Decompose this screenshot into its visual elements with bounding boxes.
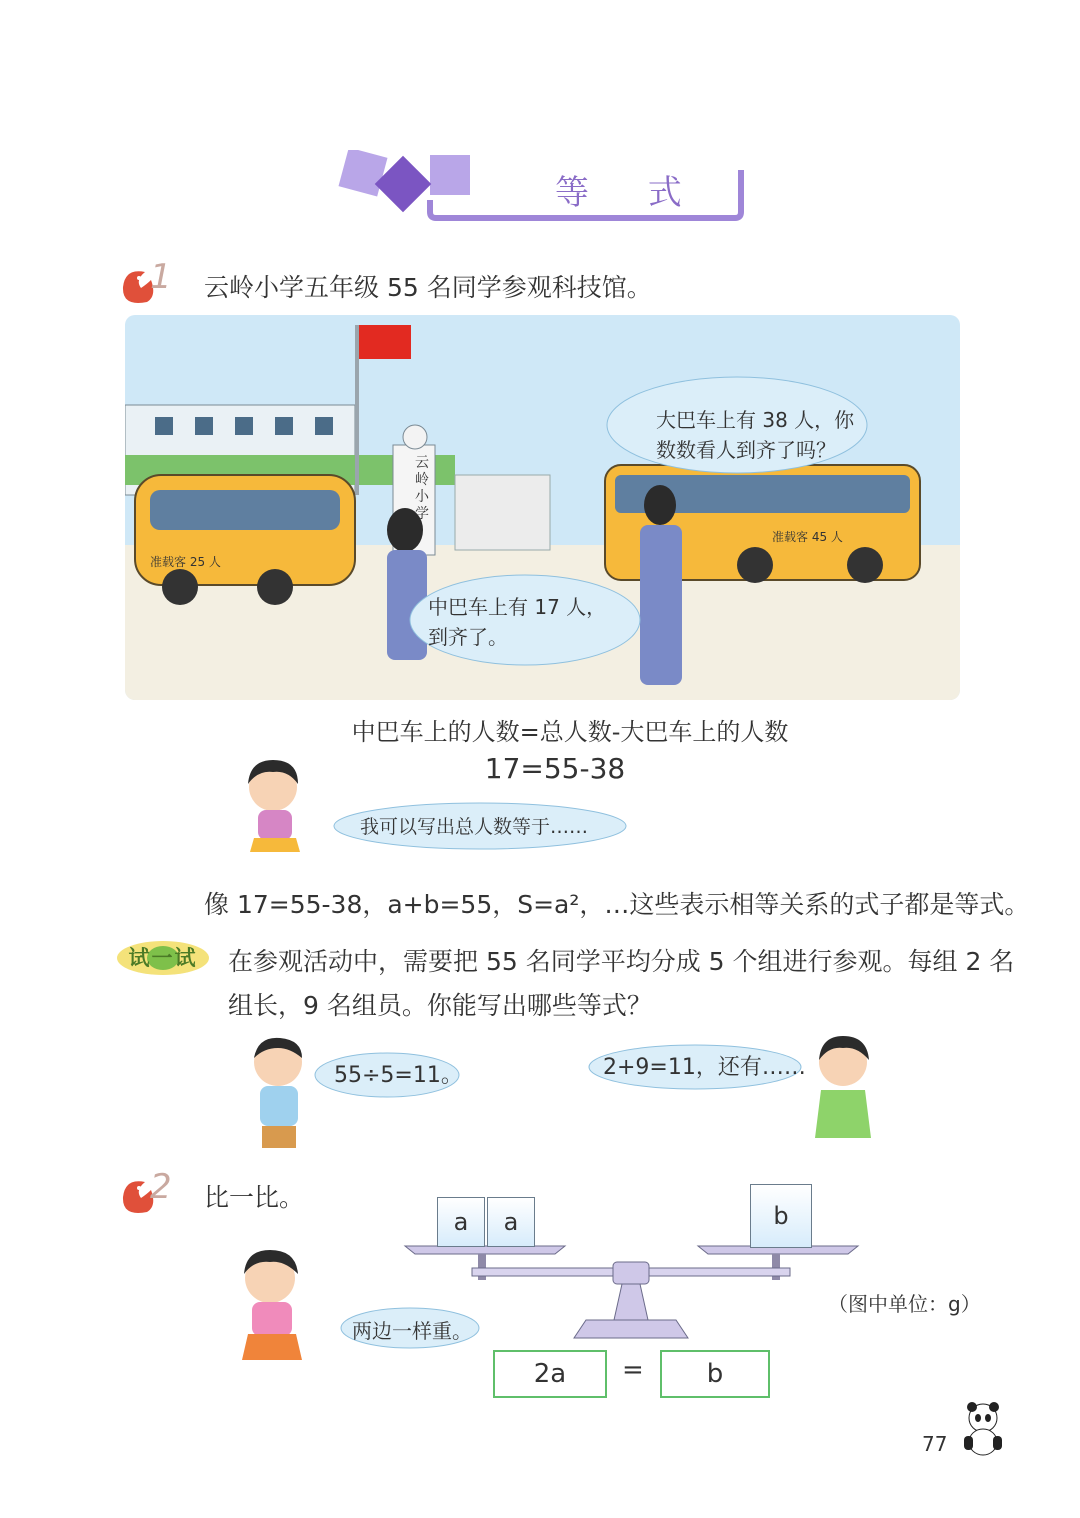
woman-bubble-line1: 中巴车上有 17 人， <box>428 595 607 619</box>
equation-definition: 像 17=55-38，a+b=55，S=a²，…这些表示相等关系的式子都是等式。 <box>204 890 1030 919</box>
equation-box-right: b <box>660 1350 770 1398</box>
weight-a-1: a <box>437 1197 485 1247</box>
word-equation: 中巴车上的人数=总人数-大巴车上的人数 <box>351 718 789 746</box>
girl-bubble-text: 我可以写出总人数等于…… <box>360 816 589 838</box>
small-bus-capacity-label: 准载客 25 人 <box>150 555 221 569</box>
girl3-bubble-text: 两边一样重。 <box>352 1319 472 1343</box>
school-sign-text: 云岭小学 <box>415 455 429 522</box>
example2-text: 比一比。 <box>204 1183 305 1212</box>
weight-a-2: a <box>487 1197 535 1247</box>
try-it-text: 在参观活动中，需要把 55 名同学平均分成 5 个组进行参观。每组 2 名组长，9 名组员。你能写出哪些等式？ <box>228 947 1015 1020</box>
example2-number: 2 <box>150 1167 172 1207</box>
numeric-equation: 17=55-38 <box>484 752 626 785</box>
equals-sign: = <box>622 1355 644 1385</box>
example-number: 1 <box>150 257 172 297</box>
girl2-illustration <box>795 1030 890 1145</box>
man-bubble-line2: 数数看人到齐了吗？ <box>656 438 836 462</box>
big-bus-capacity-label: 准载客 45 人 <box>772 530 843 544</box>
man-bubble-line1: 大巴车上有 38 人，你 <box>656 408 855 432</box>
unit-note: （图中单位：g） <box>828 1292 981 1316</box>
woman-speech-bubble <box>428 592 606 652</box>
girl3-illustration <box>222 1242 334 1387</box>
equation-box-left: 2a <box>493 1350 607 1398</box>
page-number: 77 <box>922 1432 948 1456</box>
man-speech-bubble <box>656 405 854 465</box>
panda-icon <box>958 1400 1008 1458</box>
boy-bubble-text: 55÷5=11。 <box>334 1063 463 1088</box>
girl2-bubble-text: 2+9=11，还有…… <box>603 1055 806 1080</box>
weight-b: b <box>750 1184 812 1248</box>
boy-illustration <box>240 1030 320 1155</box>
example1-text: 云岭小学五年级 55 名同学参观科技馆。 <box>204 273 652 302</box>
try-it-label: 试一试 <box>128 946 198 970</box>
girl-illustration <box>228 752 328 862</box>
woman-bubble-line2: 到齐了。 <box>428 625 508 649</box>
page-title: 等 式 <box>555 173 706 213</box>
